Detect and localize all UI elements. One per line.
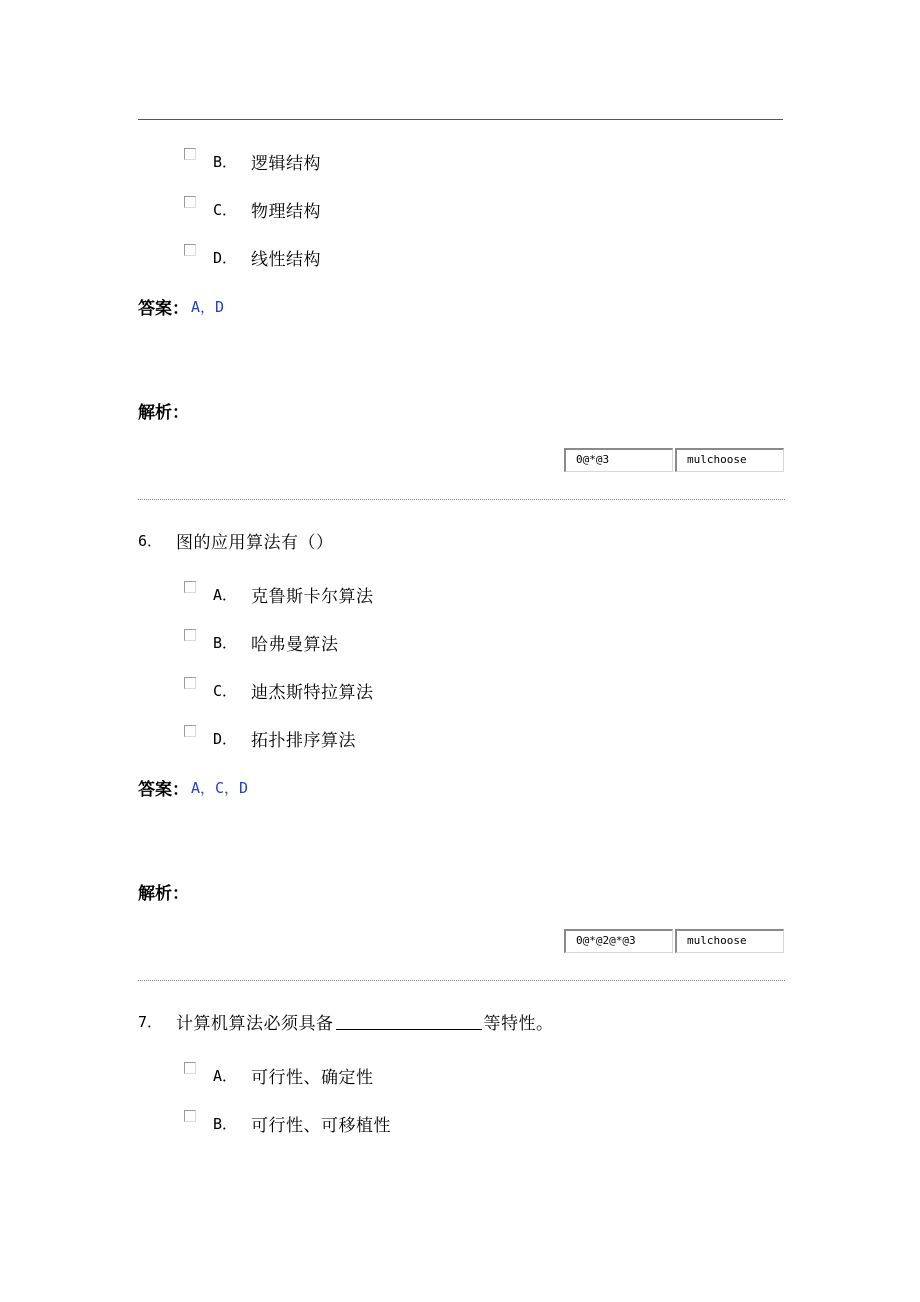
checkbox-icon[interactable] [184,1062,196,1074]
q5-type-field[interactable]: mulchoose [675,448,784,472]
q5-analysis-label: 解析： [138,402,189,423]
option-text: 物理结构 [251,201,321,222]
option-text: 可行性、确定性 [251,1067,374,1088]
checkbox-icon[interactable] [184,196,196,208]
question-number: 6． [138,531,163,550]
q6-option-a[interactable] [184,581,374,607]
q6-option-c[interactable] [184,677,374,703]
option-letter: B． [213,1114,238,1133]
option-letter: A． [213,585,238,604]
q5-answer-code-field[interactable]: 0@*@3 [564,448,673,472]
q6-analysis-label: 解析： [138,883,189,904]
option-text: 克鲁斯卡尔算法 [251,586,374,607]
checkbox-icon[interactable] [184,725,196,737]
top-divider [138,119,783,120]
question-divider [138,980,785,981]
q6-stem [138,527,334,553]
q6-type-field[interactable]: mulchoose [675,929,784,953]
q7-option-a[interactable] [184,1062,374,1088]
checkbox-icon[interactable] [184,629,196,641]
question-text-before: 计算机算法必须具备 [176,1013,334,1034]
answer-label: 答案： [138,779,189,800]
answer-value: A，D [191,297,225,316]
option-letter: B． [213,633,238,652]
option-text: 拓扑排序算法 [251,730,356,751]
option-letter: D． [213,729,238,748]
answer-value: A，C，D [191,778,249,797]
option-letter: A． [213,1066,238,1085]
checkbox-icon[interactable] [184,677,196,689]
option-text: 哈弗曼算法 [251,634,339,655]
q5-option-c[interactable] [184,196,321,222]
option-text: 可行性、可移植性 [251,1115,391,1136]
checkbox-icon[interactable] [184,581,196,593]
question-text-after: 等特性。 [483,1013,554,1034]
option-letter: C． [213,681,238,700]
checkbox-icon[interactable] [184,148,196,160]
q5-option-b[interactable] [184,148,321,174]
q6-option-d[interactable] [184,725,356,751]
option-letter: B． [213,152,238,171]
q5-option-d[interactable] [184,244,321,270]
q7-option-b[interactable] [184,1110,391,1136]
option-letter: C． [213,200,238,219]
question-divider [138,499,785,500]
option-text: 逻辑结构 [251,153,321,174]
q5-answer [138,293,224,319]
q6-option-b[interactable] [184,629,339,655]
option-text: 迪杰斯特拉算法 [251,682,374,703]
answer-label: 答案： [138,298,189,319]
checkbox-icon[interactable] [184,1110,196,1122]
q6-answer [138,774,248,800]
q7-stem [138,1008,554,1034]
checkbox-icon[interactable] [184,244,196,256]
option-letter: D． [213,248,238,267]
option-text: 线性结构 [251,249,321,270]
q6-answer-code-field[interactable]: 0@*@2@*@3 [564,929,673,953]
question-text: 图的应用算法有（） [176,532,334,553]
question-number: 7． [138,1012,163,1031]
fill-in-blank [336,1013,482,1030]
